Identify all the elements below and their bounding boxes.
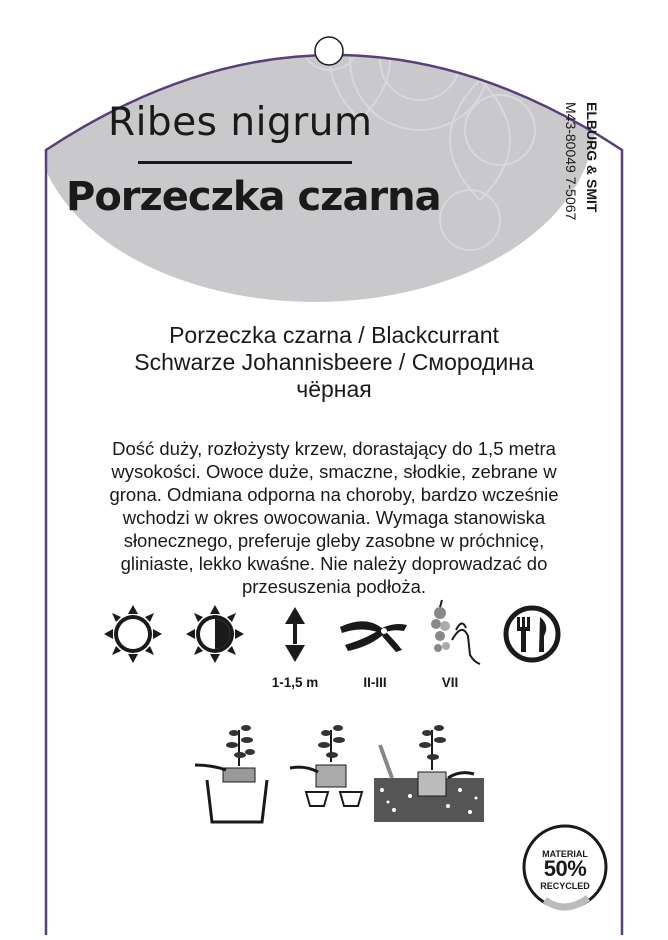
product-code: M43-80049 7-5067 — [563, 102, 579, 221]
plant-in-soil-icon — [374, 725, 484, 822]
half-shade-icon — [186, 605, 244, 663]
brand-text: ELBURG & SMIT — [584, 102, 600, 213]
height-arrow-icon — [285, 607, 305, 662]
description-line: przesuszenia podłoża. — [241, 576, 427, 597]
description-block — [76, 437, 592, 598]
names-line: Porzeczka czarna / Blackcurrant — [169, 322, 499, 348]
badge-line-material: MATERIAL — [542, 849, 588, 859]
description-line: gliniaste, lekko kwaśne. Nie należy doprowadzać do — [120, 553, 548, 574]
remove-pot-icon — [290, 725, 362, 806]
names-block — [60, 322, 608, 403]
code-vertical — [561, 102, 581, 252]
description-line: Dość duży, rozłożysty krzew, dorastający do 1,5 metra — [112, 438, 556, 459]
soak-pot-icon — [195, 725, 267, 822]
description-line: słonecznego, preferuje gleby zasobne w próchnicę, — [123, 530, 545, 551]
latin-name: Ribes nigrum — [108, 100, 373, 145]
pruning-shears-icon — [340, 621, 407, 652]
height-caption: 1-1,5 m — [271, 675, 319, 690]
harvest-icon — [431, 600, 480, 664]
header-banner — [35, 0, 595, 302]
full-sun-icon — [104, 605, 162, 663]
common-name: Porzeczka czarna — [66, 174, 441, 220]
description-line: wysokości. Owoce duże, smaczne, słodkie, zebrane w — [111, 461, 557, 482]
harvest-caption: VII — [441, 675, 459, 690]
description-line: wchodzi w okres owocowania. Wymaga stanowiska — [122, 507, 546, 528]
title-divider — [138, 161, 352, 164]
pruning-caption: II-III — [363, 675, 387, 690]
description-line: grona. Odmiana odporna na choroby, bardzo wcześnie — [109, 484, 559, 505]
names-line: Schwarze Johannisbeere / Смородина — [134, 349, 534, 375]
brand-vertical — [582, 102, 602, 252]
badge-line-percent: 50% — [543, 856, 587, 881]
names-line: чёрная — [296, 376, 372, 402]
hang-hole — [315, 37, 343, 65]
edible-icon — [506, 608, 558, 660]
badge-line-recycled: RECYCLED — [540, 881, 590, 891]
